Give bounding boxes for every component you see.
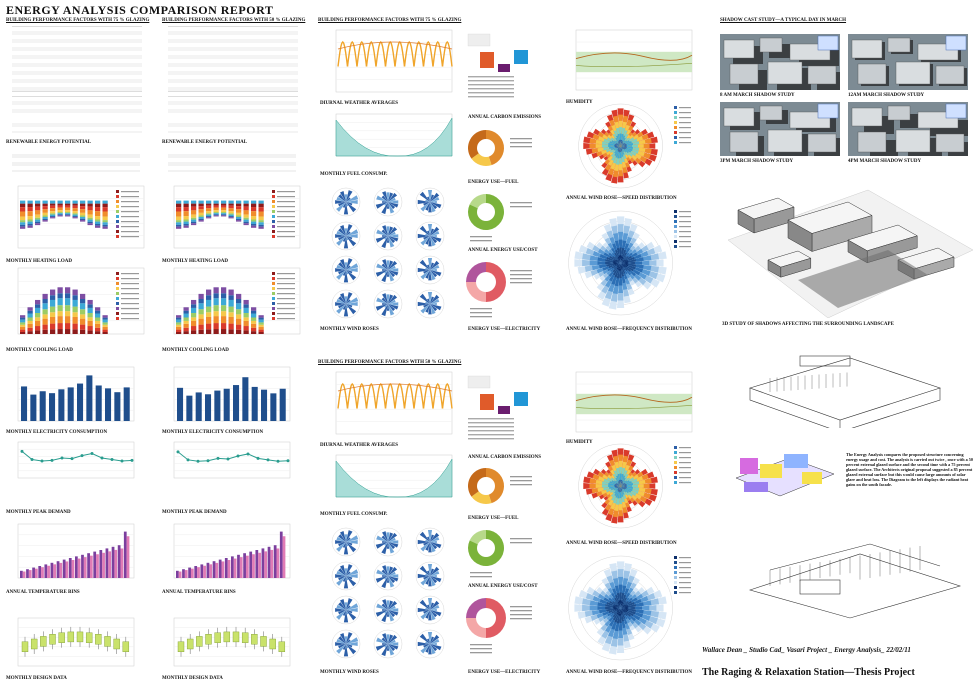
col3-top-caption-fuel: MONTHLY FUEL CONSUMP. bbox=[320, 172, 388, 177]
col5-top-frequency-rose bbox=[566, 204, 696, 322]
col1-table bbox=[12, 26, 142, 133]
page-title: ENERGY ANALYSIS COMPARISON REPORT bbox=[6, 3, 274, 17]
col3-top-caption-diurnal: DIURNAL WEATHER AVERAGES bbox=[320, 101, 399, 106]
col4-bottom-cost-donut bbox=[466, 524, 556, 582]
col2-caption-cooling: MONTHLY COOLING LOAD bbox=[162, 348, 229, 353]
col6-heading: SHADOW CAST STUDY—A TYPICAL DAY IN MARCH bbox=[720, 18, 847, 23]
col2-caption-renewable: RENEWABLE ENERGY POTENTIAL bbox=[162, 140, 248, 145]
col1-heading: BUILDING PERFORMANCE FACTORS WITH 75 % GLAZING bbox=[6, 18, 150, 23]
col1-tempbins-chart bbox=[8, 522, 138, 584]
col3-bottom-windroses bbox=[326, 524, 456, 660]
shadow-caption-3pm: 3PM MARCH SHADOW STUDY bbox=[720, 159, 794, 164]
col3-bottom-caption-fuel: MONTHLY FUEL CONSUMP. bbox=[320, 512, 388, 517]
col5-bottom-speed-rose bbox=[566, 440, 696, 532]
col5-top-caption-frequency: ANNUAL WIND ROSE—FREQUENCY DISTRIBUTION bbox=[566, 327, 692, 332]
col1-peak-chart bbox=[8, 440, 138, 484]
shadow-3d-caption: 3D STUDY OF SHADOWS AFFECTING THE SURROUNDING LANDSCAPE bbox=[722, 322, 894, 327]
building-wireframe-top bbox=[730, 348, 950, 428]
col4-top-caption-cost: ANNUAL ENERGY USE/COST bbox=[468, 248, 538, 253]
shadow-3d-study bbox=[728, 180, 973, 318]
col3-top-diurnal-chart bbox=[326, 28, 456, 98]
col4-bottom-caption-carbon: ANNUAL CARBON EMISSIONS bbox=[468, 455, 542, 460]
col3-top-fuel-chart bbox=[326, 112, 456, 162]
col5-top-speed-rose bbox=[566, 100, 696, 192]
col4-top-cost-donut bbox=[466, 188, 556, 246]
col4-bottom-carbon-chart bbox=[466, 372, 556, 444]
shadow-caption-4pm: 4PM MARCH SHADOW STUDY bbox=[848, 159, 922, 164]
col4-top-caption-carbon: ANNUAL CARBON EMISSIONS bbox=[468, 115, 542, 120]
col3-bottom-fuel-chart bbox=[326, 453, 456, 503]
col5-bottom-humidity-chart bbox=[566, 370, 696, 438]
col3-top-heading: BUILDING PERFORMANCE FACTORS WITH 75 % GLAZING bbox=[318, 18, 462, 23]
col4-top-carbon-chart bbox=[466, 30, 556, 102]
col2-caption-heating: MONTHLY HEATING LOAD bbox=[162, 259, 228, 264]
col3-bottom-heading: BUILDING PERFORMANCE FACTORS WITH 50 % GLAZING bbox=[318, 360, 462, 365]
col1-caption-design: MONTHLY DESIGN DATA bbox=[6, 676, 67, 681]
col1-caption-heating: MONTHLY HEATING LOAD bbox=[6, 259, 72, 264]
col4-bottom-caption-fuel: ENERGY USE—FUEL bbox=[468, 516, 519, 521]
col4-top-fuel-donut bbox=[466, 124, 556, 180]
col2-design-chart bbox=[164, 616, 294, 672]
col2-table bbox=[168, 26, 298, 133]
footer-credit: Wallace Dean _ Studio Cad_ Vasari Project _ Energy Analysis_ 22/02/11 bbox=[702, 646, 911, 654]
col2-cooling-chart bbox=[164, 266, 304, 340]
col2-caption-electricity: MONTHLY ELECTRICITY CONSUMPTION bbox=[162, 430, 264, 435]
col3-bottom-caption-diurnal: DIURNAL WEATHER AVERAGES bbox=[320, 443, 399, 448]
shadow-study-4pm bbox=[848, 102, 968, 156]
col2-caption-tempbins: ANNUAL TEMPERATURE BINS bbox=[162, 590, 236, 595]
col3-bottom-caption-windroses: MONTHLY WIND ROSES bbox=[320, 670, 379, 675]
col4-top-caption-electricity: ENERGY USE—ELECTRICITY bbox=[468, 327, 541, 332]
col4-top-electricity-donut bbox=[466, 256, 556, 320]
col5-bottom-caption-humidity: HUMIDITY bbox=[566, 440, 593, 445]
footer-project-title: The Raging & Relaxation Station—Thesis Project bbox=[702, 667, 915, 678]
col5-top-humidity-chart bbox=[566, 28, 696, 96]
col1-caption-renewable: RENEWABLE ENERGY POTENTIAL bbox=[6, 140, 92, 145]
col2-caption-design: MONTHLY DESIGN DATA bbox=[162, 676, 223, 681]
col2-tempbins-chart bbox=[164, 522, 294, 584]
col4-bottom-electricity-donut bbox=[466, 592, 556, 664]
col3-bottom-diurnal-chart bbox=[326, 370, 456, 440]
col5-bottom-caption-frequency: ANNUAL WIND ROSE—FREQUENCY DISTRIBUTION bbox=[566, 670, 692, 675]
col2-heading: BUILDING PERFORMANCE FACTORS WITH 50 % GLAZING bbox=[162, 18, 306, 23]
radiant-heat-diagram bbox=[730, 438, 840, 506]
col2-caption-peak: MONTHLY PEAK DEMAND bbox=[162, 510, 227, 515]
col1-cooling-chart bbox=[8, 266, 148, 340]
col1-caption-peak: MONTHLY PEAK DEMAND bbox=[6, 510, 71, 515]
col4-bottom-caption-electricity: ENERGY USE—ELECTRICITY bbox=[468, 670, 541, 675]
col1-caption-cooling: MONTHLY COOLING LOAD bbox=[6, 348, 73, 353]
col5-top-caption-humidity: HUMIDITY bbox=[566, 100, 593, 105]
col2-renewable-table bbox=[168, 150, 296, 172]
col1-renewable-table bbox=[12, 150, 140, 172]
col2-peak-chart bbox=[164, 440, 294, 484]
shadow-caption-12am: 12AM MARCH SHADOW STUDY bbox=[848, 93, 925, 98]
col1-design-chart bbox=[8, 616, 138, 672]
shadow-study-8am bbox=[720, 34, 840, 90]
shadow-study-12am bbox=[848, 34, 968, 90]
building-wireframe-bottom bbox=[740, 540, 970, 620]
col1-caption-tempbins: ANNUAL TEMPERATURE BINS bbox=[6, 590, 80, 595]
col2-electricity-chart bbox=[164, 365, 294, 427]
col1-heating-chart bbox=[8, 184, 148, 254]
col2-heating-chart bbox=[164, 184, 304, 254]
col3-top-windroses bbox=[326, 184, 456, 320]
col4-bottom-fuel-donut bbox=[466, 462, 556, 518]
col5-bottom-frequency-rose bbox=[566, 550, 696, 666]
col4-bottom-caption-cost: ANNUAL ENERGY USE/COST bbox=[468, 584, 538, 589]
col1-electricity-chart bbox=[8, 365, 138, 427]
col3-top-caption-windroses: MONTHLY WIND ROSES bbox=[320, 327, 379, 332]
col1-caption-electricity: MONTHLY ELECTRICITY CONSUMPTION bbox=[6, 430, 108, 435]
col4-top-caption-fuel: ENERGY USE—FUEL bbox=[468, 180, 519, 185]
col5-top-caption-speed: ANNUAL WIND ROSE—SPEED DISTRIBUTION bbox=[566, 196, 677, 201]
shadow-caption-8am: 8 AM MARCH SHADOW STUDY bbox=[720, 93, 795, 98]
analysis-description: The Energy Analysis compares the proposed structure concerning energy usage and cost. The analysis is carried out twice , once with a 50 percent external glazed surface and the second time with a 75 percent glazed surface. The Architects original proposal suggested a 85 percent glazed external surface but this would cause large amounts of solar glare and heat loss. The Diagram to the left displays the radiant heat gains on the south facade. bbox=[846, 452, 973, 487]
shadow-study-3pm bbox=[720, 102, 840, 156]
col5-bottom-caption-speed: ANNUAL WIND ROSE—SPEED DISTRIBUTION bbox=[566, 541, 677, 546]
